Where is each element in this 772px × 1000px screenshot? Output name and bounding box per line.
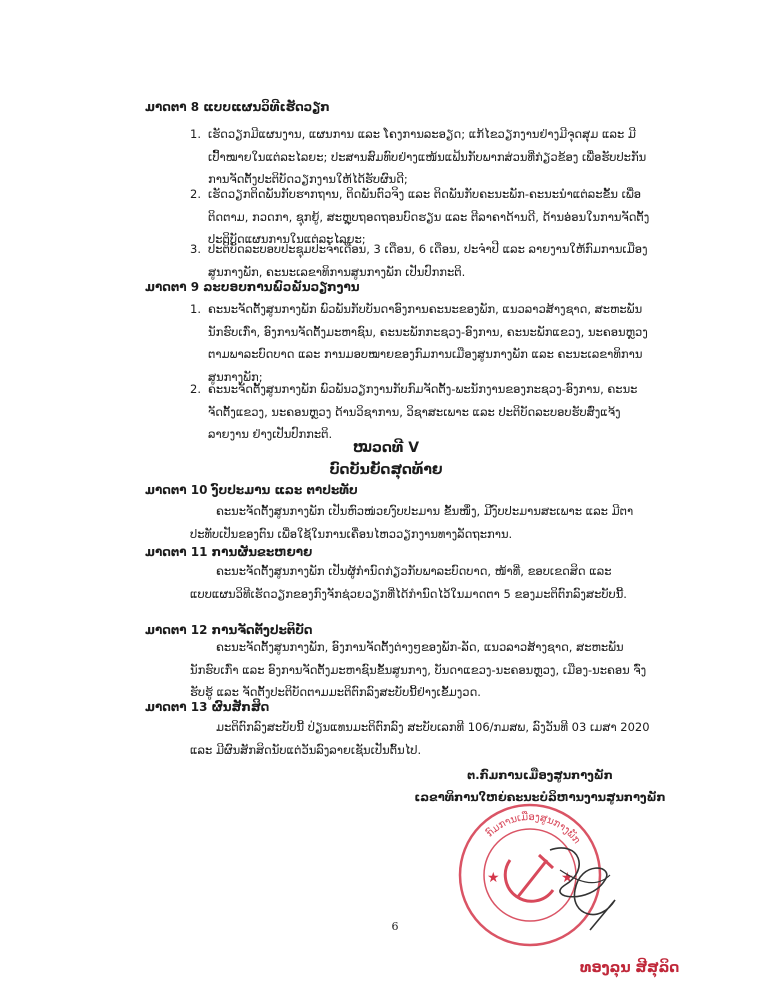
item-number: 3. (190, 242, 201, 256)
chapter-number: ໝວດທີ V (352, 440, 420, 456)
article-11-text: ຄະນະຈັດຕັ້ງສູນກາງພັກ ເປັນຜູ້ກຳນົດກ່ຽວກັບພາລະບົດບາດ, ໜ້າທີ່, ຂອບເຂດສິດ ແລະ ແບບແຜນວິທີເຮັດວຽກຂອງກົງຈັກຊ່ວຍວຽກທີ່ໄດ້ກຳນົດໄວ້ໃນມາດຕາ 5 ຂອງມະຕິຕົກລົງສະບັບນີ້. (190, 564, 627, 601)
article-12-text: ຄະນະຈັດຕັ້ງສູນກາງພັກ, ອົງການຈັດຕັ້ງຕ່າງໆຂອງພັກ-ລັດ, ແນວລາວສ້າງຊາດ, ສະຫະພັນນັກຮົບເກົ່າ ແລະ ອົງການຈັດຕັ້ງມະຫາຊົນຂັ້ນສູນກາງ, ບັນດາແຂວງ-ນະຄອນຫຼວງ, ເມືອງ-ນະຄອນ ຈົ່ງຮັບຮູ້ ແລະ ຈັດຕັ້ງປະຕິບັດຕາມມະຕິຕົກລົງສະບັບນີ້ຢ່າງເຂັ້ມງວດ. (190, 640, 647, 699)
stamp-text: ກົມການເມືອງສູນກາງພັກ (484, 811, 583, 847)
article-8-item-3 (190, 238, 655, 283)
item-text: ເຮັດວຽກຕິດພັນກັບຮາກຖານ, ຕິດພັນຕົວຈິງ ແລະ ຕິດພັນກັບຄະນະພັກ-ຄະນະນຳແຕ່ລະຂັ້ນ ເພື່ອຕິດຕາມ, ກວດກາ, ຊຸກຍູ້, ສະຫຼຸບຖອດຖອນບົດຮຽນ ແລະ ຕີລາຄາດ້ານດີ, ດ້ານອ່ອນໃນການຈັດຕັ້ງປະຕິບັດແຜນການໃນແຕ່ລະໄລຍະ; (208, 187, 650, 246)
page-number: 6 (391, 920, 399, 933)
article-10-text: ຄະນະຈັດຕັ້ງສູນກາງພັກ ເປັນຫົວໜ່ວຍງົບປະມານ ຂັ້ນໜຶ່ງ, ມີງົບປະມານສະເພາະ ແລະ ມີຕາປະທັບເປັນຂອງຕົນ ເພື່ອໃຊ້ໃນການເຄື່ອນໄຫວວຽກງານທາງລັດຖະການ. (190, 504, 634, 541)
item-number: 2. (190, 382, 201, 396)
article-13-heading: ມາດຕາ 13 ຜົນສັກສິດ (145, 700, 270, 714)
article-9-heading: ມາດຕາ 9 ລະບອບການພົວພັນວຽກງານ (145, 280, 360, 294)
article-10-heading: ມາດຕາ 10 ງົບປະມານ ແລະ ຕາປະທັບ (145, 483, 358, 497)
signature-title-line-1: ຕ.ກົມການເມືອງສູນກາງພັກ (467, 768, 613, 782)
article-8-item-1 (190, 123, 655, 191)
article-12-heading: ມາດຕາ 12 ການຈັດຕັ້ງປະຕິບັດ (145, 623, 313, 637)
article-9-item-2 (190, 378, 655, 446)
star-icon: ★ (487, 870, 500, 886)
article-8-heading: ມາດຕາ 8 ແບບແຜນວິທີເຮັດວຽກ (145, 100, 330, 114)
signature-title-line-2: ເລຂາທິການໃຫຍ່ຄະນະບໍລິຫານງານສູນກາງພັກ (414, 790, 666, 804)
item-text: ເຮັດວຽກມີແຜນງານ, ແຜນການ ແລະ ໂຄງການລະອຽດ; ແກ້ໄຂວຽກງານຢ່າງມີຈຸດສຸມ ແລະ ມີເປົ້າໝາຍໃນແຕ່ລະໄລຍະ; ປະສານສົມທົບຢ່າງແໜ້ນແຟ້ນກັບພາກສ່ວນທີ່ກ່ຽວຂ້ອງ ເພື່ອຮັບປະກັນການຈັດຕັ້ງປະຕິບັດວຽກງານໃຫ້ໄດ້ຮັບຜົນດີ; (208, 127, 647, 186)
item-text: ຄະນະຈັດຕັ້ງສູນກາງພັກ ພົວພັນກັບບັນດາອົງການຄະນະຂອງພັກ, ແນວລາວສ້າງຊາດ, ສະຫະພັນນັກຮົບເກົ່າ, ອົງການຈັດຕັ້ງມະຫາຊົນ, ຄະນະພັກກະຊວງ-ອົງການ, ຄະນະພັກແຂວງ, ນະຄອນຫຼວງ ຕາມພາລະບົດບາດ ແລະ ການມອບໝາຍຂອງກົມການເມືອງສູນກາງພັກ ແລະ ຄະນະເລຂາທິການສູນກາງພັກ; (208, 302, 648, 384)
article-11-heading: ມາດຕາ 11 ການຜັນຂະຫຍາຍ (145, 545, 313, 559)
chapter-title: ບົດບັນຍັດສຸດທ້າຍ (329, 462, 443, 478)
signer-name: ທອງລຸນ ສີສຸລິດ (580, 960, 680, 976)
item-number: 1. (190, 302, 201, 316)
item-number: 1. (190, 127, 201, 141)
item-number: 2. (190, 187, 201, 201)
item-text: ປະຕິບັດລະບອບປະຊຸມປະຈຳເດືອນ, 3 ເດືອນ, 6 ເດືອນ, ປະຈຳປີ ແລະ ລາຍງານໃຫ້ກົມການເມືອງສູນກາງພັກ, ຄະນະເລຂາທິການສູນກາງພັກ ເປັນປົກກະຕິ. (208, 242, 648, 279)
article-9-item-1 (190, 298, 655, 388)
star-icon: ★ (561, 870, 574, 886)
item-text: ຄະນະຈັດຕັ້ງສູນກາງພັກ ພົວພັນວຽກງານກັບກົມຈັດຕັ້ງ-ພະນັກງານຂອງກະຊວງ-ອົງການ, ຄະນະຈັດຕັ້ງແຂວງ, ນະຄອນຫຼວງ ດ້ານວິຊາການ, ວິຊາສະເພາະ ແລະ ປະຕິບັດລະບອບຮັບສົ່ງແຈ້ງລາຍງານ ຢ່າງເປັນປົກກະຕິ. (208, 382, 638, 441)
handwritten-signature (520, 830, 640, 940)
article-13-text: ມະຕິຕົກລົງສະບັບນີ້ ປ່ຽນແທນມະຕິຕົກລົງ ສະບັບເລກທີ 106/ກມສພ, ລົງວັນທີ 03 ເມສາ 2020 ແລະ ມີຜົນສັກສິດນັບແຕ່ວັນລົງລາຍເຊັນເປັນຕົ້ນໄປ. (190, 720, 650, 757)
